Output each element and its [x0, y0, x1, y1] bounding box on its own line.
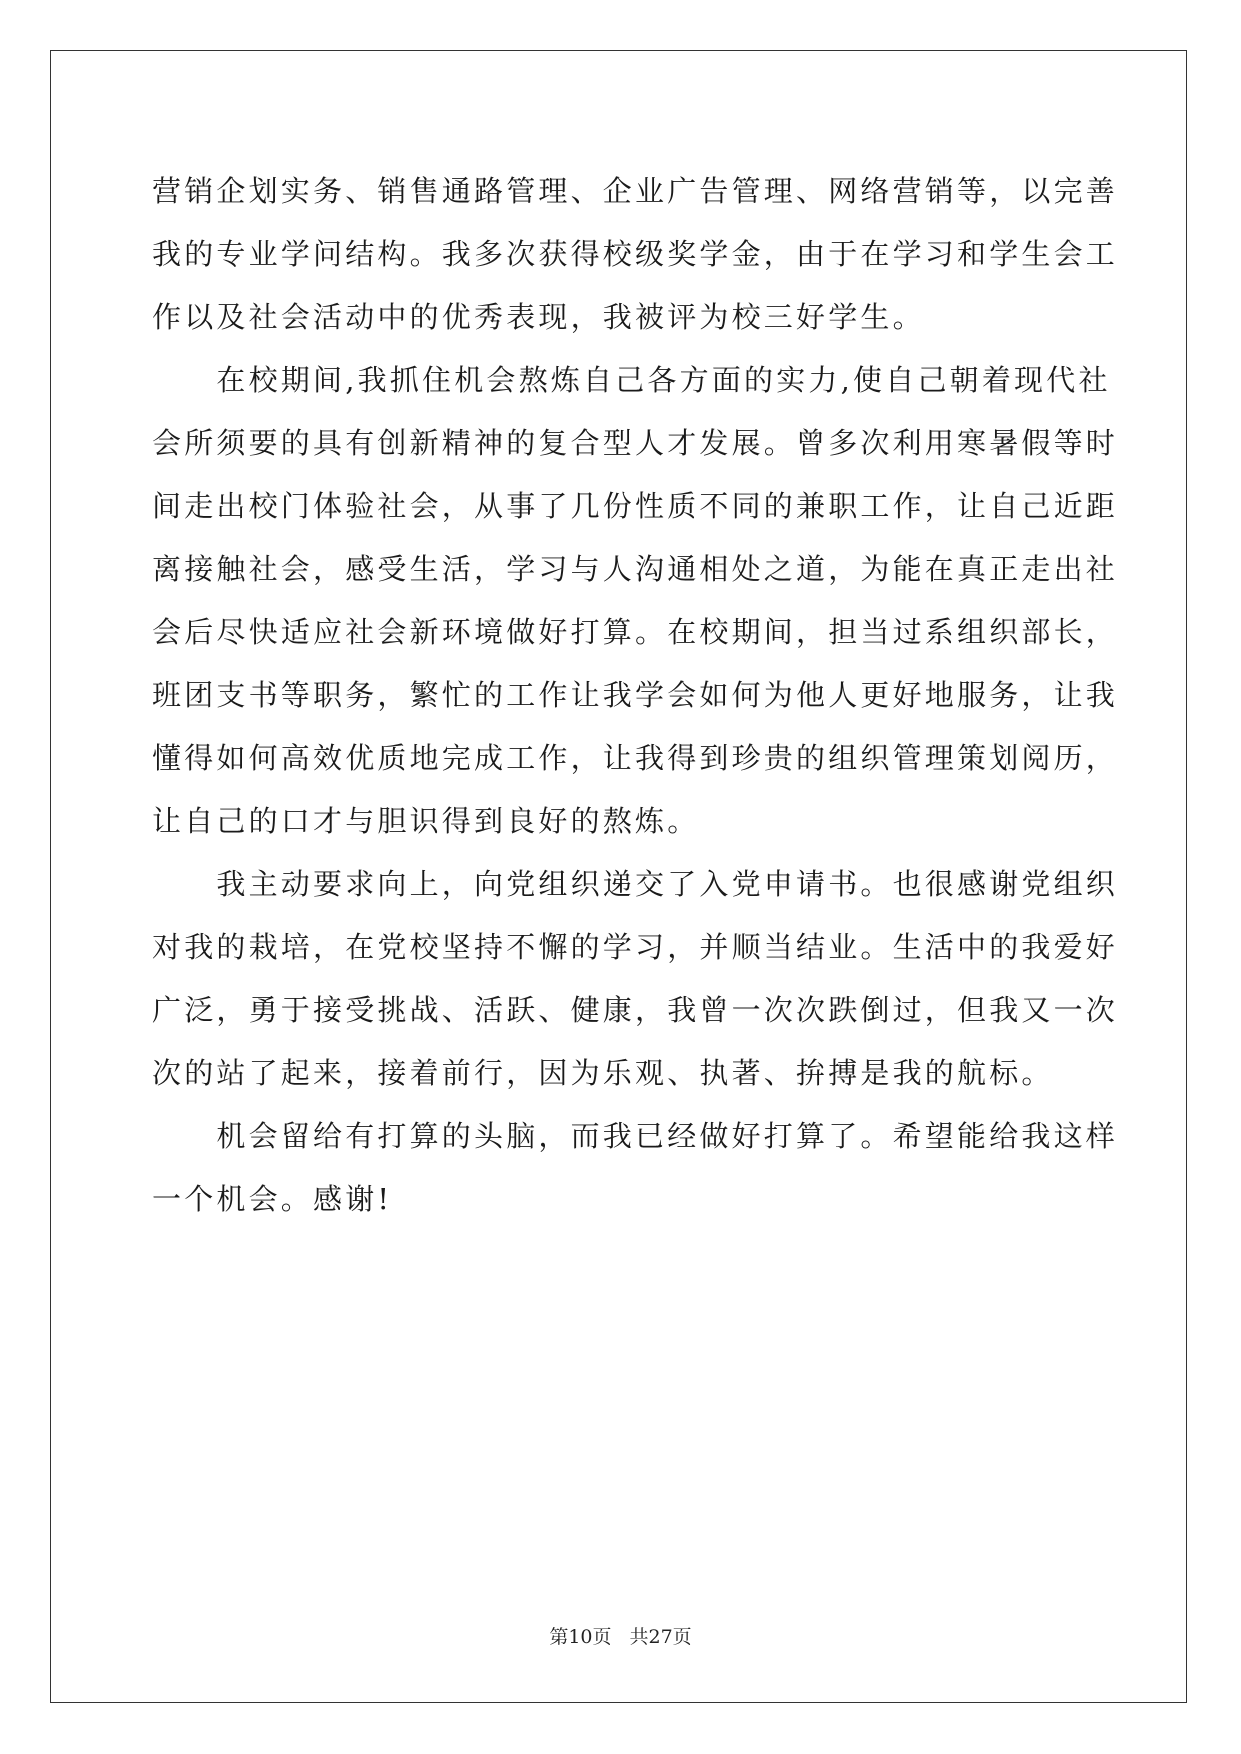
text-line: 我主动要求向上，向党组织递交了入党申请书。也很感谢党组织 [152, 867, 1119, 901]
document-body [152, 160, 1119, 1231]
page-number: 第10页 [549, 1626, 612, 1648]
page-total: 共27页 [629, 1626, 692, 1648]
text-line: 我的专业学问结构。我多次获得校级奖学金，由于在学习和学生会工 [152, 237, 1119, 271]
text-line: 在校期间,我抓住机会熬炼自己各方面的实力,使自己朝着现代社 [152, 363, 1111, 397]
text-line: 懂得如何高效优质地完成工作，让我得到珍贵的组织管理策划阅历， [152, 741, 1119, 775]
text-line: 一个机会。感谢! [152, 1182, 393, 1216]
text-line: 会后尽快适应社会新环境做好打算。在校期间，担当过系组织部长， [152, 615, 1119, 649]
text-line: 营销企划实务、销售通路管理、企业广告管理、网络营销等，以完善 [152, 174, 1119, 208]
text-line: 机会留给有打算的头脑，而我已经做好打算了。希望能给我这样 [152, 1119, 1119, 1153]
text-line: 会所须要的具有创新精神的复合型人才发展。曾多次利用寒暑假等时 [152, 426, 1119, 460]
text-line: 离接触社会，感受生活，学习与人沟通相处之道，为能在真正走出社 [152, 552, 1119, 586]
text-line: 对我的栽培，在党校坚持不懈的学习，并顺当结业。生活中的我爱好 [152, 930, 1119, 964]
text-line: 间走出校门体验社会，从事了几份性质不同的兼职工作，让自己近距 [152, 489, 1119, 523]
text-line: 作以及社会活动中的优秀表现，我被评为校三好学生。 [152, 300, 925, 334]
text-line: 让自己的口才与胆识得到良好的熬炼。 [152, 804, 700, 838]
text-line: 广泛，勇于接受挑战、活跃、健康，我曾一次次跌倒过，但我又一次 [152, 993, 1119, 1027]
text-line: 次的站了起来，接着前行，因为乐观、执著、拚搏是我的航标。 [152, 1056, 1054, 1090]
page-footer [0, 1622, 1241, 1649]
text-line: 班团支书等职务，繁忙的工作让我学会如何为他人更好地服务，让我 [152, 678, 1119, 712]
